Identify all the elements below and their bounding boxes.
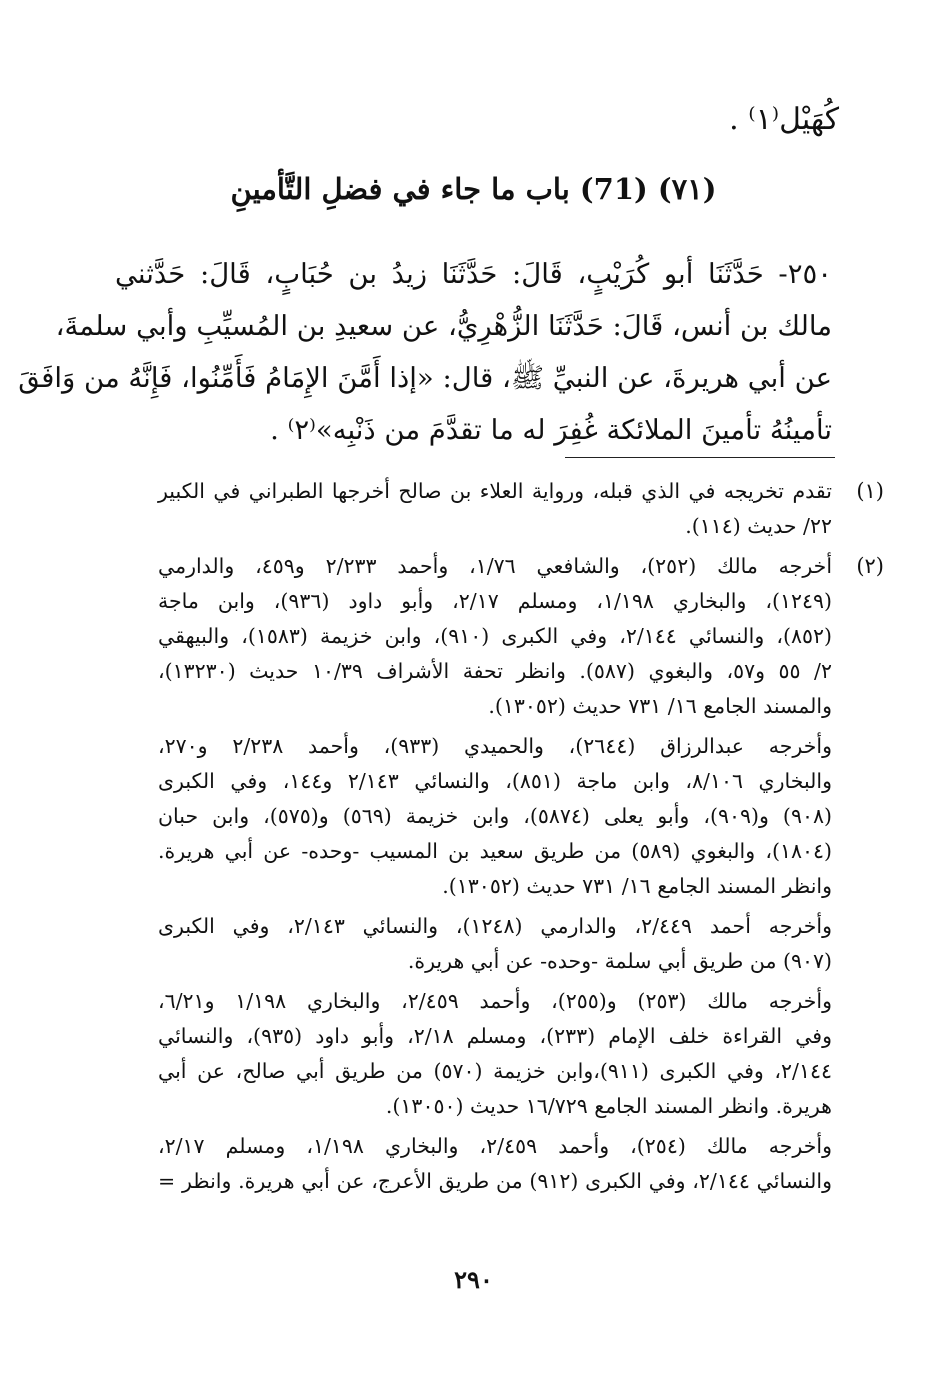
- footnote-2-paragraph-4: [158, 984, 832, 1124]
- footnote-line: وأخرجه أحمد ٢/٤٤٩، والدارمي (١٢٤٨)، والنسائي ٢/١٤٣، وفي الكبرى: [158, 914, 832, 938]
- footnote-number: (١): [856, 479, 884, 503]
- footnote-2-paragraph-3: [158, 909, 832, 979]
- footnote-2-paragraph-2: [158, 729, 832, 904]
- footnote-line: والنسائي ٢/١٤٤، وفي الكبرى (٩١٢) من طريق الأعرج، عن أبي هريرة. وانظر =: [158, 1169, 833, 1193]
- footnote-line: (٨٥٢)، والنسائي ٢/١٤٤، وفي الكبرى (٩١٠)، وابن خزيمة (١٥٨٣)، والبيهقي: [158, 624, 832, 648]
- footnote-line: والبخاري ٨/١٠٦، وابن ماجة (٨٥١)، والنسائي ٢/١٤٣ و١٤٤، وفي الكبرى: [158, 769, 832, 793]
- footnote-line: (٩٠٨) و(٩٠٩)، وأبو يعلى (٥٨٧٤)، وابن خزيمة (٥٦٩) و(٥٧٥)، وابن حبان: [158, 804, 832, 828]
- hadith-line: تأمينُهُ تأمينَ الملائكة غُفِرَ له ما تقدَّمَ من ذَنْبِه»⁽٢⁾ .: [270, 414, 832, 446]
- footnote-line: تقدم تخريجه في الذي قبله، ورواية العلاء بن صالح أخرجها الطبراني في الكبير: [158, 479, 832, 503]
- hadith-line: مالك بن أنس، قَالَ: حَدَّثَنَا الزُّهْرِيُّ، عن سعيدِ بن المُسيِّبِ وأبي سلمةَ،: [55, 310, 832, 342]
- hadith-text: [18, 248, 832, 456]
- footnote-line: ٢/ ٥٥ و٥٧، والبغوي (٥٨٧). وانظر تحفة الأشراف ١٠/٣٩ حديث (١٣٢٣٠)،: [158, 659, 832, 683]
- footnote-number: (٢): [856, 554, 884, 578]
- footnote-line: وفي القراءة خلف الإمام (٢٣٣)، ومسلم ٢/١٨، وأبو داود (٩٣٥)، والنسائي: [158, 1024, 832, 1048]
- footnote-line: والمسند الجامع ١٦/ ٧٣١ حديث (١٣٠٥٢).: [488, 694, 832, 718]
- footnote-line: وأخرجه عبدالرزاق (٢٦٤٤)، والحميدي (٩٣٣)، وأحمد ٢/٢٣٨ و٢٧٠،: [158, 734, 832, 758]
- footnote-2-paragraph-5: [158, 1129, 832, 1199]
- footnote-line: (١٢٤٩)، والبخاري ١/١٩٨، ومسلم ٢/١٧، وأبو داود (٩٣٦)، وابن ماجة: [158, 589, 832, 613]
- footnote-line: (١٨٠٤)، والبغوي (٥٨٩) من طريق سعيد بن المسيب -وحده- عن أبي هريرة.: [158, 839, 832, 863]
- chapter-title: (٧١) (71) باب ما جاء في فضلِ التَّأمينِ: [230, 172, 717, 206]
- hadith-line: عن أبي هريرةَ، عن النبيِّ ﷺ، قال: «إذا أَمَّنَ الإِمَامُ فَأَمِّنُوا، فَإِنَّهُ من وَافَقَ: [18, 362, 832, 394]
- footnote-separator: [565, 457, 835, 458]
- carry-over-text: كُهَيْل⁽١⁾ .: [729, 102, 839, 137]
- footnote-line: ٢٢/ حديث (١١٤).: [685, 514, 832, 538]
- footnote-line: وأخرجه مالك (٢٥٤)، وأحمد ٢/٤٥٩، والبخاري ١/١٩٨، ومسلم ٢/١٧،: [158, 1134, 833, 1158]
- footnote-line: أخرجه مالك (٢٥٢)، والشافعي ١/٧٦، وأحمد ٢/٢٣٣ و٤٥٩، والدارمي: [158, 554, 833, 578]
- footnote-2: [158, 549, 884, 724]
- footnote-line: وانظر المسند الجامع ١٦/ ٧٣١ حديث (١٣٠٥٢).: [442, 874, 832, 898]
- hadith-line: ٢٥٠- حَدَّثَنَا أبو كُرَيْبٍ، قَالَ: حَدَّثَنَا زيدُ بن حُبَابٍ، قَالَ: حَدَّثني: [115, 258, 832, 290]
- footnote-line: وأخرجه مالك (٢٥٣) و(٢٥٥)، وأحمد ٢/٤٥٩، والبخاري ١/١٩٨ و٦/٢١،: [158, 989, 832, 1013]
- footnotes: [158, 474, 884, 1199]
- footnote-line: هريرة. وانظر المسند الجامع ١٦/٧٢٩ حديث (١٣٠٥٠).: [385, 1094, 832, 1118]
- footnote-1: [158, 474, 884, 544]
- footnote-line: (٩٠٧) من طريق أبي سلمة -وحده- عن أبي هريرة.: [407, 949, 832, 973]
- page-number: ٢٩٠: [454, 1265, 493, 1294]
- footnote-line: ٢/١٤٤، وفي الكبرى (٩١١)،وابن خزيمة (٥٧٠) من طريق أبي صالح، عن أبي: [158, 1059, 832, 1083]
